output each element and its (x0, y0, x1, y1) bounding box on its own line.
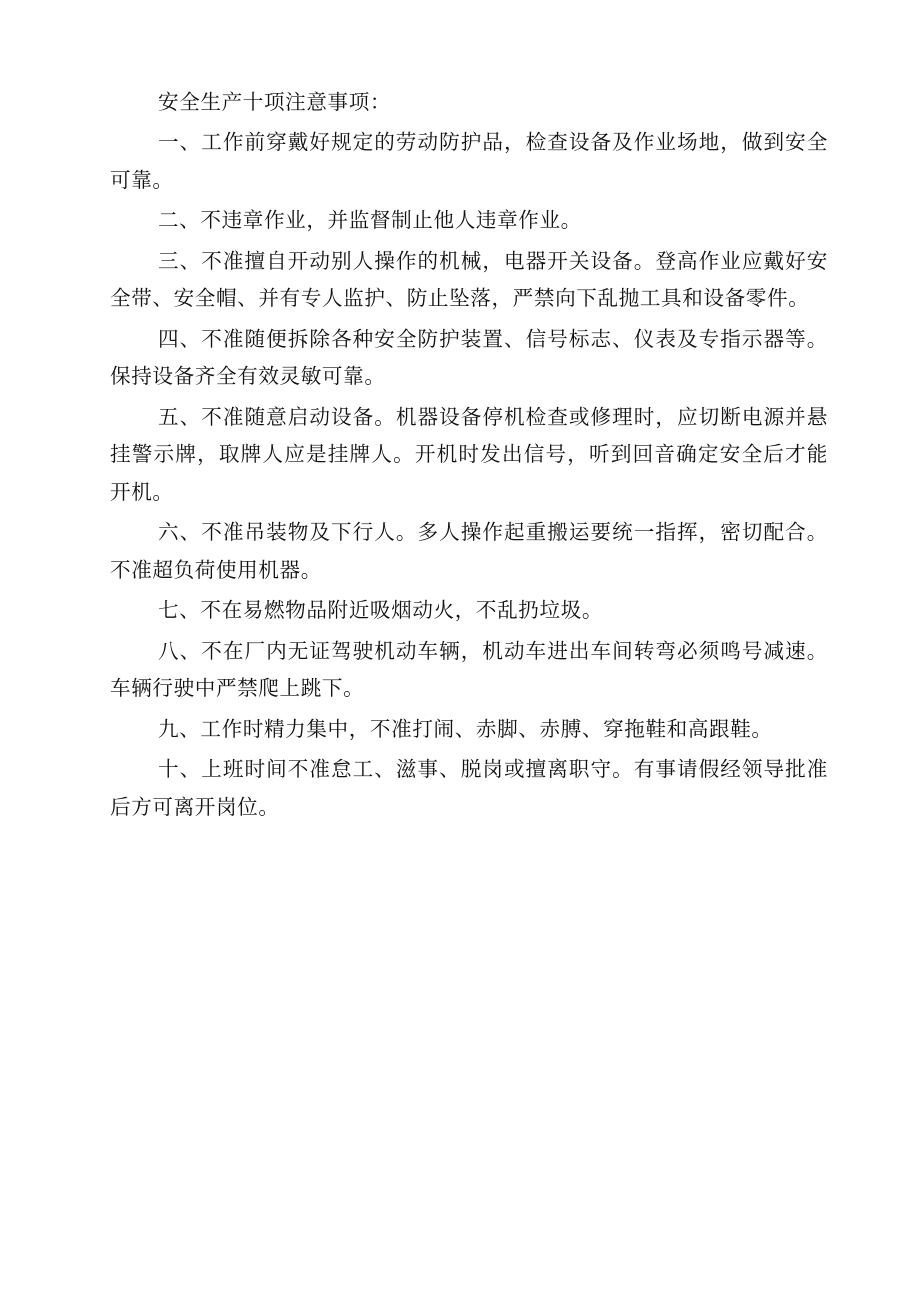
rule-item-6: 六、不准吊装物及下行人。多人操作起重搬运要统一指挥，密切配合。不准超负荷使用机器。 (110, 520, 828, 582)
document-title: 安全生产十项注意事项： (158, 90, 392, 114)
rule-item-9: 九、工作时精力集中，不准打闹、赤脚、赤膊、穿拖鞋和高跟鞋。 (158, 716, 773, 741)
rule-item-1: 一、工作前穿戴好规定的劳动防护品，检查设备及作业场地，做到安全可靠。 (110, 130, 828, 192)
rule-item-5: 五、不准随意启动设备。机器设备停机检查或修理时，应切断电源并悬挂警示牌，取牌人应是挂牌人。开机时发出信号，听到回音确定安全后才能开机。 (110, 404, 828, 504)
rule-item-7: 七、不在易燃物品附近吸烟动火，不乱扔垃圾。 (158, 598, 604, 623)
rule-item-8: 八、不在厂内无证驾驶机动车辆，机动车进出车间转弯必须鸣号减速。车辆行驶中严禁爬上跳下。 (110, 638, 828, 701)
rule-item-3: 三、不准擅自开动别人操作的机械，电器开关设备。登高作业应戴好安全带、安全帽、并有专人监护、防止坠落，严禁向下乱抛工具和设备零件。 (110, 248, 828, 311)
document-content (110, 84, 828, 829)
rule-item-10: 十、上班时间不准怠工、滋事、脱岗或擅离职守。有事请假经领导批准后方可离开岗位。 (110, 757, 828, 819)
rule-item-2: 二、不违章作业，并监督制止他人违章作业。 (158, 208, 582, 233)
rule-item-4: 四、不准随便拆除各种安全防护装置、信号标志、仪表及专指示器等。保持设备齐全有效灵敏可靠。 (110, 326, 828, 389)
